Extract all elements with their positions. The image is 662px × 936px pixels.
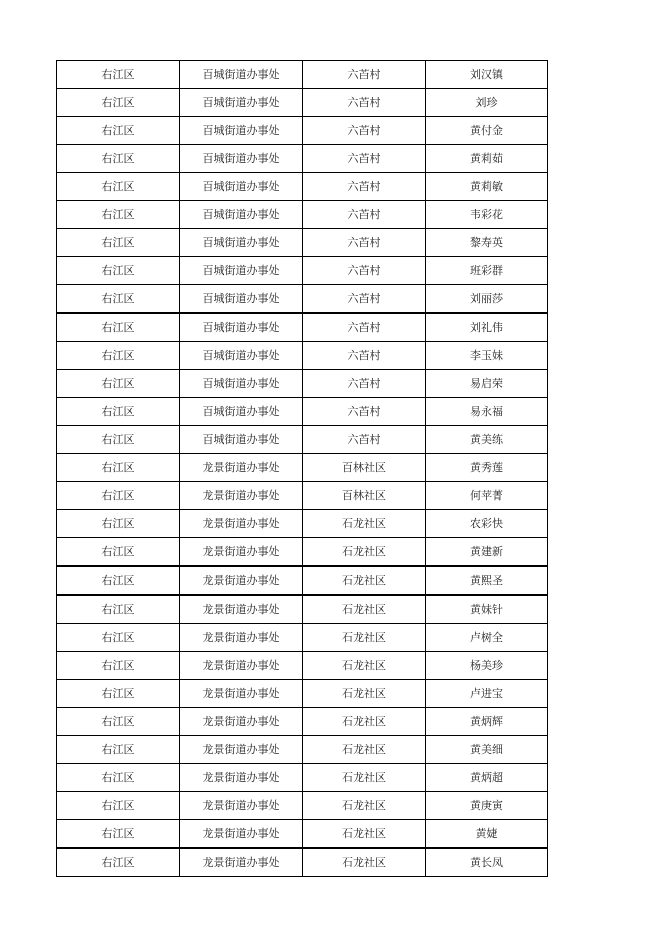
- subdistrict-cell: 百城街道办事处: [180, 117, 303, 145]
- name-cell: 黄美细: [426, 736, 548, 764]
- table-row: [57, 792, 548, 820]
- village-cell: 石龙社区: [303, 538, 426, 567]
- subdistrict-cell: 龙景街道办事处: [180, 482, 303, 510]
- name-cell: 黄炳辉: [426, 708, 548, 736]
- village-cell: 六苩村: [303, 201, 426, 229]
- district-cell: 右江区: [57, 820, 180, 849]
- village-cell: 六苩村: [303, 426, 426, 454]
- table-row: [57, 566, 548, 595]
- district-cell: 右江区: [57, 510, 180, 538]
- table-row: [57, 61, 548, 89]
- village-cell: 石龙社区: [303, 848, 426, 877]
- district-cell: 右江区: [57, 792, 180, 820]
- name-cell: 黄美练: [426, 426, 548, 454]
- name-cell: 易永福: [426, 398, 548, 426]
- district-cell: 右江区: [57, 173, 180, 201]
- village-cell: 石龙社区: [303, 510, 426, 538]
- village-cell: 石龙社区: [303, 736, 426, 764]
- name-cell: 卢进宝: [426, 680, 548, 708]
- table-row: [57, 680, 548, 708]
- village-cell: 石龙社区: [303, 652, 426, 680]
- district-cell: 右江区: [57, 708, 180, 736]
- table-row: [57, 736, 548, 764]
- subdistrict-cell: 龙景街道办事处: [180, 764, 303, 792]
- subdistrict-cell: 百城街道办事处: [180, 285, 303, 314]
- name-cell: 何苹菁: [426, 482, 548, 510]
- subdistrict-cell: 百城街道办事处: [180, 173, 303, 201]
- village-cell: 百林社区: [303, 454, 426, 482]
- name-cell: 李玉妹: [426, 342, 548, 370]
- district-cell: 右江区: [57, 201, 180, 229]
- subdistrict-cell: 百城街道办事处: [180, 201, 303, 229]
- village-cell: 六苩村: [303, 173, 426, 201]
- table-row: [57, 313, 548, 342]
- name-cell: 农彩快: [426, 510, 548, 538]
- table-row: [57, 848, 548, 877]
- subdistrict-cell: 龙景街道办事处: [180, 680, 303, 708]
- table-row: [57, 229, 548, 257]
- subdistrict-cell: 百城街道办事处: [180, 398, 303, 426]
- subdistrict-cell: 龙景街道办事处: [180, 820, 303, 849]
- subdistrict-cell: 百城街道办事处: [180, 257, 303, 285]
- subdistrict-cell: 龙景街道办事处: [180, 652, 303, 680]
- name-cell: 黄秀莲: [426, 454, 548, 482]
- name-cell: 黄庚寅: [426, 792, 548, 820]
- table-row: [57, 145, 548, 173]
- district-cell: 右江区: [57, 680, 180, 708]
- district-cell: 右江区: [57, 624, 180, 652]
- village-cell: 六苩村: [303, 370, 426, 398]
- table-row: [57, 708, 548, 736]
- village-cell: 石龙社区: [303, 820, 426, 849]
- table-row: [57, 173, 548, 201]
- name-cell: 黄长凤: [426, 848, 548, 877]
- table-row: [57, 201, 548, 229]
- district-cell: 右江区: [57, 538, 180, 567]
- table-row: [57, 482, 548, 510]
- subdistrict-cell: 百城街道办事处: [180, 370, 303, 398]
- district-cell: 右江区: [57, 370, 180, 398]
- subdistrict-cell: 龙景街道办事处: [180, 595, 303, 624]
- table-row: [57, 595, 548, 624]
- table-row: [57, 454, 548, 482]
- name-cell: 黄莉敏: [426, 173, 548, 201]
- village-cell: 石龙社区: [303, 708, 426, 736]
- district-cell: 右江区: [57, 257, 180, 285]
- village-cell: 石龙社区: [303, 680, 426, 708]
- table-row: [57, 538, 548, 567]
- subdistrict-cell: 龙景街道办事处: [180, 566, 303, 595]
- district-cell: 右江区: [57, 764, 180, 792]
- name-cell: 黎寿英: [426, 229, 548, 257]
- village-cell: 六苩村: [303, 145, 426, 173]
- subdistrict-cell: 龙景街道办事处: [180, 736, 303, 764]
- subdistrict-cell: 龙景街道办事处: [180, 624, 303, 652]
- district-cell: 右江区: [57, 89, 180, 117]
- village-cell: 六苩村: [303, 313, 426, 342]
- district-cell: 右江区: [57, 117, 180, 145]
- subdistrict-cell: 百城街道办事处: [180, 313, 303, 342]
- name-cell: 黄熙圣: [426, 566, 548, 595]
- district-cell: 右江区: [57, 566, 180, 595]
- name-cell: 黄建新: [426, 538, 548, 567]
- table-row: [57, 370, 548, 398]
- district-cell: 右江区: [57, 285, 180, 314]
- village-cell: 石龙社区: [303, 566, 426, 595]
- name-cell: 刘礼伟: [426, 313, 548, 342]
- village-cell: 石龙社区: [303, 764, 426, 792]
- district-cell: 右江区: [57, 342, 180, 370]
- village-cell: 六苩村: [303, 89, 426, 117]
- name-cell: 黄炳超: [426, 764, 548, 792]
- subdistrict-cell: 龙景街道办事处: [180, 848, 303, 877]
- name-cell: 黄妹针: [426, 595, 548, 624]
- subdistrict-cell: 百城街道办事处: [180, 61, 303, 89]
- district-cell: 右江区: [57, 482, 180, 510]
- table-row: [57, 285, 548, 314]
- table-row: [57, 624, 548, 652]
- name-cell: 刘汉镇: [426, 61, 548, 89]
- table-row: [57, 398, 548, 426]
- name-cell: 黄婕: [426, 820, 548, 849]
- district-cell: 右江区: [57, 426, 180, 454]
- subdistrict-cell: 百城街道办事处: [180, 426, 303, 454]
- name-cell: 卢树全: [426, 624, 548, 652]
- subdistrict-cell: 百城街道办事处: [180, 89, 303, 117]
- subdistrict-cell: 龙景街道办事处: [180, 454, 303, 482]
- roster-table-body: [57, 61, 548, 877]
- district-cell: 右江区: [57, 595, 180, 624]
- district-cell: 右江区: [57, 398, 180, 426]
- district-cell: 右江区: [57, 454, 180, 482]
- village-cell: 六苩村: [303, 285, 426, 314]
- district-cell: 右江区: [57, 313, 180, 342]
- subdistrict-cell: 百城街道办事处: [180, 229, 303, 257]
- table-row: [57, 117, 548, 145]
- table-row: [57, 652, 548, 680]
- table-row: [57, 342, 548, 370]
- table-row: [57, 89, 548, 117]
- subdistrict-cell: 龙景街道办事处: [180, 538, 303, 567]
- subdistrict-cell: 百城街道办事处: [180, 145, 303, 173]
- subdistrict-cell: 龙景街道办事处: [180, 510, 303, 538]
- subdistrict-cell: 百城街道办事处: [180, 342, 303, 370]
- village-cell: 石龙社区: [303, 792, 426, 820]
- name-cell: 黄付金: [426, 117, 548, 145]
- name-cell: 黄莉茹: [426, 145, 548, 173]
- subdistrict-cell: 龙景街道办事处: [180, 708, 303, 736]
- village-cell: 六苩村: [303, 117, 426, 145]
- table-row: [57, 764, 548, 792]
- village-cell: 百林社区: [303, 482, 426, 510]
- subdistrict-cell: 龙景街道办事处: [180, 792, 303, 820]
- district-cell: 右江区: [57, 736, 180, 764]
- table-row: [57, 510, 548, 538]
- village-cell: 六苩村: [303, 61, 426, 89]
- district-cell: 右江区: [57, 229, 180, 257]
- district-cell: 右江区: [57, 848, 180, 877]
- village-cell: 六苩村: [303, 229, 426, 257]
- village-cell: 石龙社区: [303, 595, 426, 624]
- name-cell: 班彩群: [426, 257, 548, 285]
- district-cell: 右江区: [57, 652, 180, 680]
- roster-table: [56, 60, 548, 877]
- village-cell: 六苩村: [303, 342, 426, 370]
- name-cell: 杨美珍: [426, 652, 548, 680]
- name-cell: 易启荣: [426, 370, 548, 398]
- table-row: [57, 426, 548, 454]
- district-cell: 右江区: [57, 145, 180, 173]
- table-row: [57, 257, 548, 285]
- name-cell: 刘丽莎: [426, 285, 548, 314]
- village-cell: 六苩村: [303, 257, 426, 285]
- table-row: [57, 820, 548, 849]
- name-cell: 刘珍: [426, 89, 548, 117]
- village-cell: 六苩村: [303, 398, 426, 426]
- name-cell: 韦彩花: [426, 201, 548, 229]
- village-cell: 石龙社区: [303, 624, 426, 652]
- district-cell: 右江区: [57, 61, 180, 89]
